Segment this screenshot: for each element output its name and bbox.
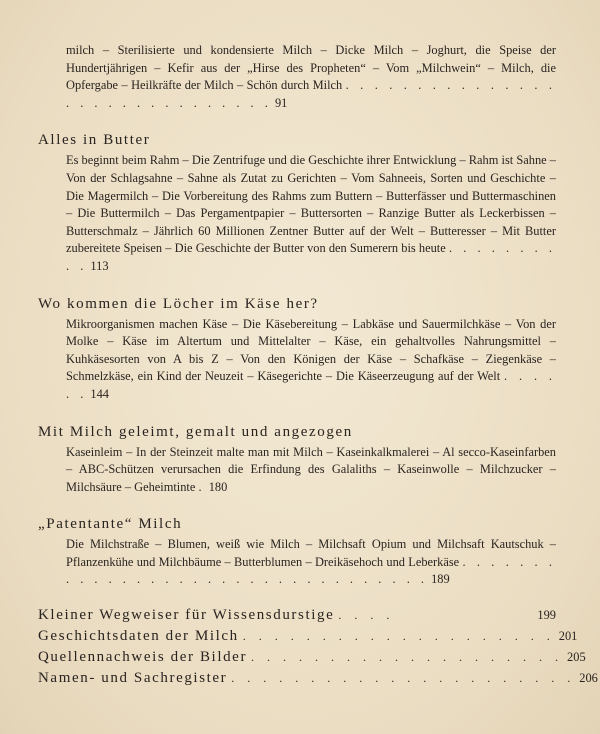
entry-title: Geschichtsdaten der Milch [38,628,239,645]
toc-entry-patentante [38,514,556,589]
page-number: 91 [274,95,288,110]
entry-title: Mit Milch geleimt, gemalt und angezogen [38,423,353,440]
entry-title: Wo kommen die Löcher im Käse her? [38,295,319,312]
dot-leader: . [198,479,206,494]
appendix-entries [38,605,598,689]
entry-title: Kleiner Wegweiser für Wissensdurstige [38,607,335,624]
entry-title: Alles in Butter [38,132,151,149]
entry-body [66,444,556,497]
table-of-contents [38,42,598,689]
toc-entry-register [38,668,598,689]
page-number: 205 [567,650,586,665]
page-number: 189 [431,572,450,587]
entry-description: Mikroorganismen machen Käse – Die Käsebereitung – Labkäse und Sauermilchkäse – Von der Molke – Käse im Altertum und Mittelalter – Käse, ein gehaltvolles Nahrungsmittel – Kuhkäsesorten von A bis Z – Von den Königen der Käse – Schafkäse – Ziegenkäse – Schmelzkäse, ein Kind der Neuzeit – Käsegerichte – Die Käseerzeugung auf der Welt [66,316,556,384]
toc-entry-geschichtsdaten [38,626,578,647]
page-number: 199 [537,608,556,623]
dot-leader: . . . . . . . . . . . . . . . . . . . . [242,629,555,644]
page-number: 201 [558,629,578,644]
entry-title: Namen- und Sachregister [38,670,228,687]
dot-leader: . . . . . . . . . . . . . . . . . . . . . . [231,671,576,686]
entry-description: Es beginnt beim Rahm – Die Zentrifuge und die Geschichte ihrer Entwicklung – Rahm ist Sahne – Von der Schlagsahne – Sahne als Zutat zu Gerichten – Vom Sahneeis, Sorten und Geschichte – Die Magermilch – Die Vorbereitung des Rahms zum Buttern – Butterfässer und Buttermaschinen – Die Buttermilch – Das Pergamentpapier – Buttersorten – Ranzige Butter als Leckerbissen – Butterschmalz – Jährlich 60 Millionen Zentner Butter auf der Welt – Butteresser – Mit Butter zubereitete Speisen – Die Geschichte der Butter von den Sumerern bis heute [66,153,556,256]
page-number: 144 [90,386,109,401]
toc-entry-butter [38,130,556,275]
entry-body [66,152,556,275]
toc-entry-wegweiser [38,605,556,626]
entry-description: Die Milchstraße – Blumen, weiß wie Milch – Milchsaft Opium und Milchsaft Kautschuk – Pflanzenkühe und Milchbäume – Butterblumen – Dreikäsehoch und Leberkäse [66,537,556,569]
dot-leader: . . . . . . . . . . . . . . . . . . . . [251,650,564,665]
continuation-entry [66,42,556,112]
dot-leader: . . . . [338,608,395,623]
entry-body [66,536,556,589]
entry-body [66,316,556,404]
dot-leader: . . . . . . . . . . . . . . . . . . . . . . . . . . . . . . . . . [66,554,556,587]
page-number: 206 [579,671,598,686]
entry-description: milch – Sterilisierte und kondensierte Milch – Dicke Milch – Joghurt, die Speise der Hundertjährigen – Kefir aus der „Hirse des Propheten“ – Vom „Milchwein“ – Milch, die Opfergabe – Heilkräfte der Milch – Schön durch Milch [66,43,556,93]
entry-description: Kaseinleim – In der Steinzeit malte man mit Milch – Kaseinkalkmalerei – Al secco-Kaseinfarben – ABC-Schützen verursachen die Erfindung des Galaliths – Kaseinwolle – Milchzucker – Milchsäure – Geheimtinte [66,444,556,494]
entry-title: Quellennachweis der Bilder [38,649,248,666]
dot-leader: . . . . . . . . . . [66,241,556,273]
toc-entry-leim [38,422,556,497]
entry-title: „Patentante“ Milch [38,516,183,533]
toc-entry-kaese [38,294,556,404]
dot-leader: . . . . . . [66,369,556,401]
page-number: 113 [90,258,109,273]
toc-entry-quellennachweis [38,647,586,668]
page-number: 180 [208,479,228,494]
dot-leader: . . . . . . . . . . . . . . . . . . . . . . . . . . . . . . [66,78,556,110]
